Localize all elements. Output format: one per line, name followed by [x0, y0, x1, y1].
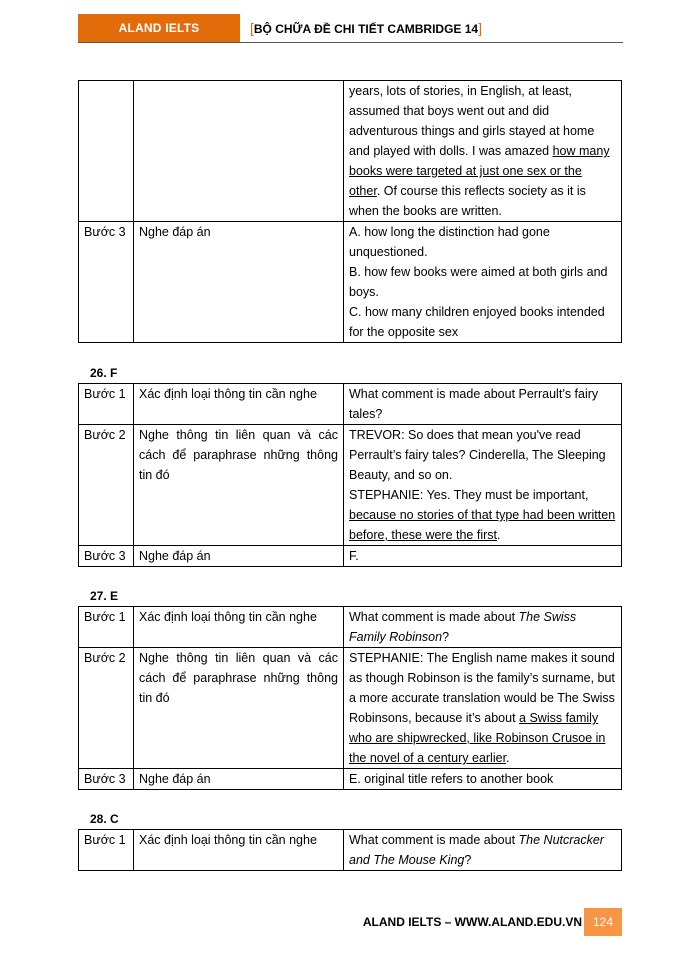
- step-cell: Bước 3: [79, 769, 134, 790]
- transcript-line: TREVOR: So does that mean you've read Perrault’s fairy tales? Cinderella, The Sleeping Beauty, and so on.: [349, 428, 606, 482]
- table-row: [79, 648, 622, 769]
- table-q26: [78, 383, 622, 567]
- option-b: B. how few books were aimed at both girls and boys.: [349, 265, 608, 299]
- question-heading-28: 28. C: [90, 812, 119, 826]
- content-cell: [344, 81, 622, 222]
- task-cell: Nghe đáp án: [134, 222, 344, 343]
- task-cell: Xác định loại thông tin cần nghe: [134, 607, 344, 648]
- content-cell: [344, 830, 622, 871]
- footer-text: ALAND IELTS – WWW.ALAND.EDU.VN: [362, 915, 582, 929]
- header-title-text: BỘ CHỮA ĐỀ CHI TIẾT CAMBRIDGE 14: [253, 22, 479, 36]
- table-row: [79, 384, 622, 425]
- header-bracket-open: [: [250, 20, 254, 36]
- table-row: [79, 607, 622, 648]
- task-cell: [134, 81, 344, 222]
- table-row: [79, 546, 622, 567]
- table-row: [79, 81, 622, 222]
- step-cell: Bước 2: [79, 425, 134, 546]
- content-cell: E. original title refers to another book: [344, 769, 622, 790]
- table-row: [79, 425, 622, 546]
- step-cell: Bước 1: [79, 384, 134, 425]
- step-cell: Bước 1: [79, 607, 134, 648]
- content-cell: [344, 648, 622, 769]
- table-row: [79, 222, 622, 343]
- transcript-underlined: a Swiss family who are shipwrecked, like Robinson Crusoe in the novel of a century earlier: [349, 711, 606, 765]
- table-row: [79, 830, 622, 871]
- question-heading-26: 26. F: [90, 366, 118, 380]
- table-q25-continued: [78, 80, 622, 343]
- task-cell: Nghe thông tin liên quan và các cách để paraphrase những thông tin đó: [134, 648, 344, 769]
- transcript-text: years, lots of stories, in English, at least, assumed that boys went out and did adventurous things and girls stayed at home and played with dolls. I was amazed: [349, 84, 595, 158]
- option-c: C. how many children enjoyed books intended for the opposite sex: [349, 305, 605, 339]
- step-cell: [79, 81, 134, 222]
- step-cell: Bước 3: [79, 546, 134, 567]
- content-cell: [344, 607, 622, 648]
- transcript-text-end: .: [497, 528, 501, 542]
- task-cell: Nghe thông tin liên quan và các cách để paraphrase những thông tin đó: [134, 425, 344, 546]
- transcript-text-end: .: [506, 751, 510, 765]
- question-text: What comment is made about: [349, 610, 519, 624]
- question-heading-27: 27. E: [90, 589, 119, 603]
- table-row: [79, 769, 622, 790]
- question-mark: ?: [442, 630, 450, 644]
- book-title: The Swiss Family Robinson: [349, 610, 577, 644]
- task-cell: Xác định loại thông tin cần nghe: [134, 384, 344, 425]
- transcript-line: [349, 485, 616, 545]
- transcript-underlined: how many books were targeted at just one sex or the other: [349, 144, 610, 198]
- step-cell: Bước 3: [79, 222, 134, 343]
- step-cell: Bước 2: [79, 648, 134, 769]
- transcript-text: STEPHANIE: The English name makes it sound as though Robinson is the family’s surname, but a more accurate translation would be The Swiss Robinsons, because it’s about: [349, 651, 615, 725]
- option-a: A. how long the distinction had gone unquestioned.: [349, 225, 550, 259]
- content-cell: F.: [344, 546, 622, 567]
- transcript-text-end: . Of course this reflects society as it is when the books are written.: [349, 184, 586, 218]
- table-q28: [78, 829, 622, 871]
- header-bracket-close: ]: [478, 20, 482, 36]
- task-cell: Nghe đáp án: [134, 769, 344, 790]
- transcript-underlined: because no stories of that type had been written before, these were the first: [349, 508, 616, 542]
- book-title: The Nutcracker and The Mouse King: [349, 833, 604, 867]
- page-number: 124: [584, 908, 622, 936]
- table-q27: [78, 606, 622, 790]
- content-cell: [344, 425, 622, 546]
- task-cell: Xác định loại thông tin cần nghe: [134, 830, 344, 871]
- content-cell: [344, 222, 622, 343]
- transcript-text: STEPHANIE: Yes. They must be important,: [349, 488, 589, 502]
- header-brand: ALAND IELTS: [78, 14, 240, 42]
- question-text: What comment is made about: [349, 833, 519, 847]
- content-cell: What comment is made about Perrault’s fairy tales?: [344, 384, 622, 425]
- header-title: [250, 14, 482, 42]
- page-header: [78, 14, 623, 43]
- task-cell: Nghe đáp án: [134, 546, 344, 567]
- step-cell: Bước 1: [79, 830, 134, 871]
- question-mark: ?: [464, 853, 472, 867]
- page-footer: [0, 908, 700, 936]
